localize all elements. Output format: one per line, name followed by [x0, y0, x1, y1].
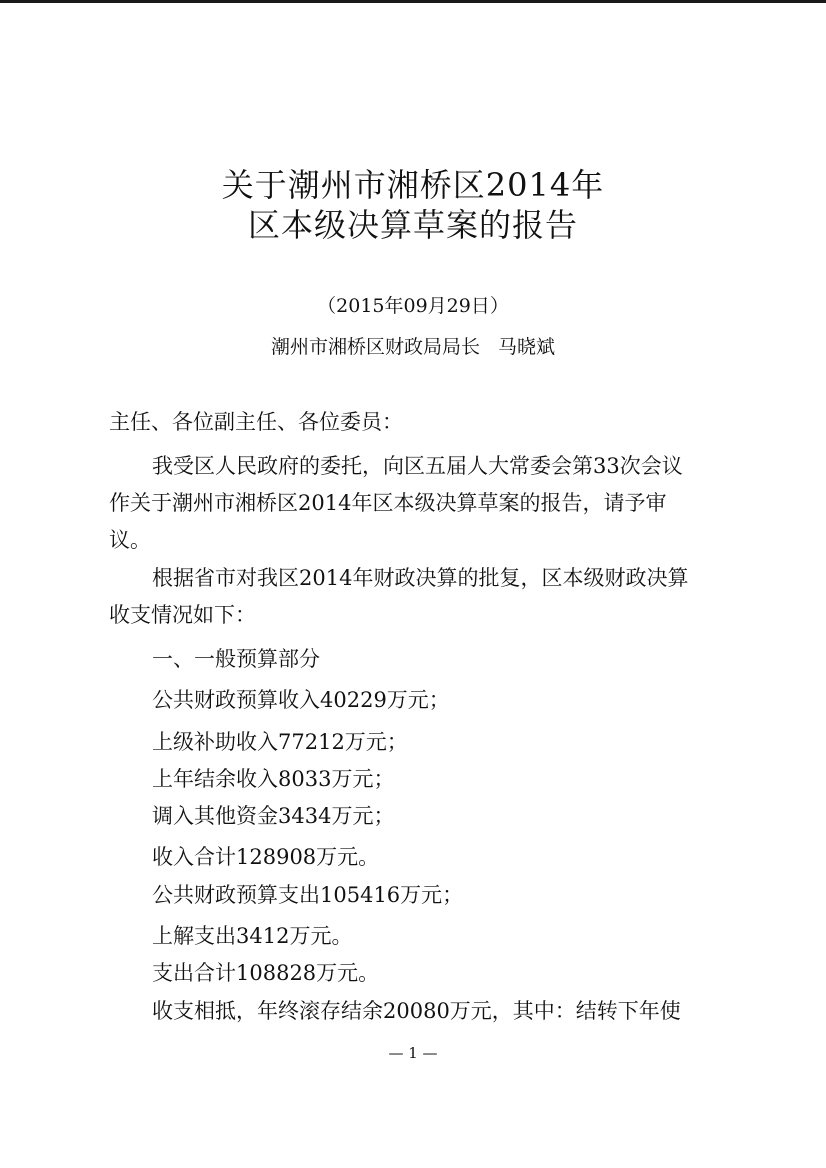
- top-border-rule: [0, 0, 826, 3]
- paragraph-2-line-2: 收支情况如下：: [109, 603, 256, 627]
- list-item: 收入合计128908万元。: [152, 845, 380, 869]
- report-author: [0, 334, 826, 360]
- list-item: 公共财政预算收入40229万元；: [152, 688, 450, 712]
- list-item: 上级补助收入77212万元；: [152, 730, 408, 754]
- author-name: 马晓斌: [498, 336, 556, 358]
- salutation: 主任、各位副主任、各位委员：: [109, 410, 403, 434]
- report-date: （2015年09月29日）: [317, 295, 509, 317]
- paragraph-2-line-1: 根据省市对我区2014年财政决算的批复，区本级财政决算: [152, 566, 689, 590]
- paragraph-3-line-1: 收支相抵，年终滚存结余20080万元，其中：结转下年使: [152, 999, 681, 1023]
- list-item: 调入其他资金3434万元；: [152, 804, 395, 828]
- paragraph-1-line-3: 议。: [109, 528, 151, 552]
- author-organization: 潮州市湘桥区财政局局长: [270, 336, 480, 358]
- document-title-line-1: 关于潮州市湘桥区2014年: [221, 166, 605, 204]
- page-number: — 1 —: [388, 1044, 438, 1062]
- paragraph-1-line-1: 我受区人民政府的委托，向区五届人大常委会第33次会议: [152, 454, 683, 478]
- section-1-heading: 一、一般预算部分: [152, 647, 320, 671]
- list-item: 支出合计108828万元。: [152, 961, 380, 985]
- list-item: 上解支出3412万元。: [152, 924, 353, 948]
- document-title-line-2: 区本级决算草案的报告: [247, 206, 578, 244]
- paragraph-1-line-2: 作关于潮州市湘桥区2014年区本级决算草案的报告，请予审: [109, 491, 667, 515]
- list-item: 上年结余收入8033万元；: [152, 767, 395, 791]
- list-item: 公共财政预算支出105416万元；: [152, 883, 464, 907]
